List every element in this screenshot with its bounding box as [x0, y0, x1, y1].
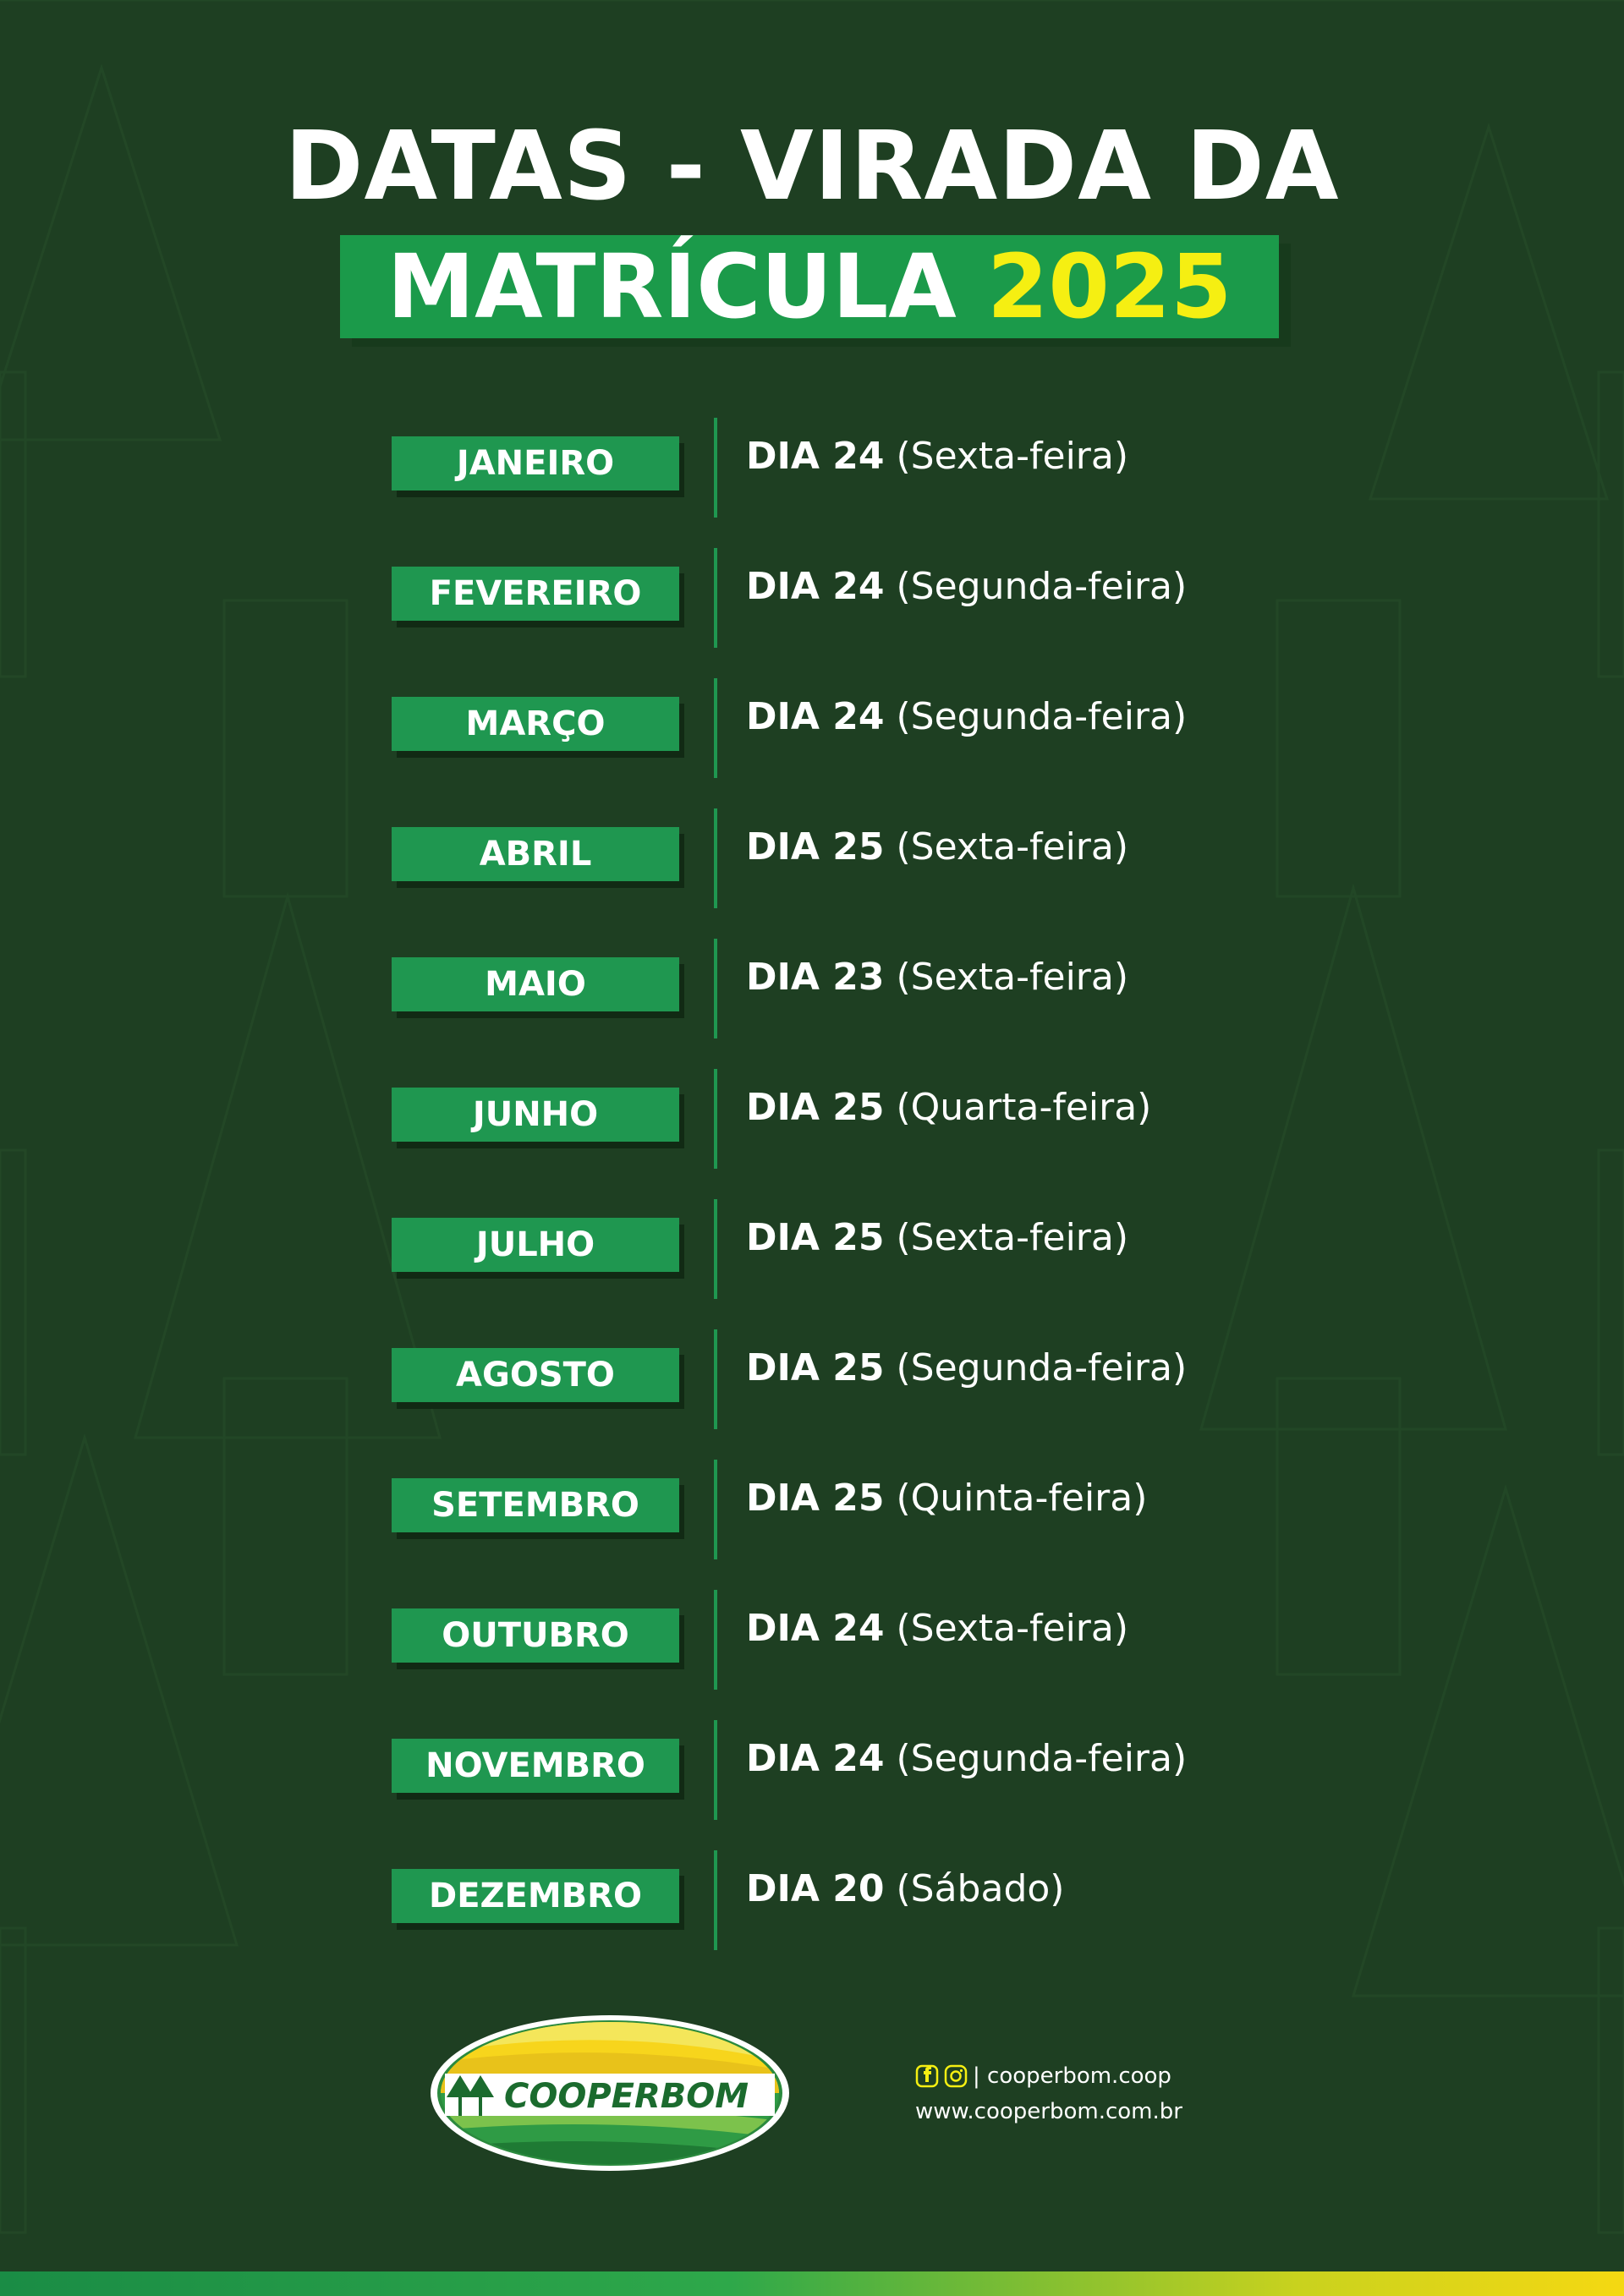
weekday: (Segunda-feira)	[896, 1737, 1188, 1780]
date-text	[746, 1734, 1187, 1784]
date-text	[746, 1473, 1147, 1524]
month-label: DEZEMBRO	[392, 1869, 679, 1923]
weekday: (Quarta-feira)	[896, 1086, 1152, 1129]
weekday: (Sexta-feira)	[896, 435, 1129, 478]
row-divider	[714, 548, 717, 648]
day-number: DIA 25	[746, 1216, 885, 1259]
row-divider	[714, 1720, 717, 1820]
day-number: DIA 25	[746, 1086, 885, 1129]
row-divider	[714, 808, 717, 908]
logo-text: COOPERBOM	[504, 2077, 749, 2116]
schedule-row	[0, 1329, 1624, 1431]
website-link[interactable]: www.cooperbom.com.br	[915, 2099, 1182, 2124]
month-label: NOVEMBRO	[392, 1739, 679, 1793]
month-label: JANEIRO	[392, 436, 679, 490]
month-label: OUTUBRO	[392, 1608, 679, 1663]
date-text	[746, 1213, 1128, 1263]
month-label: JULHO	[392, 1218, 679, 1272]
schedule-row	[0, 418, 1624, 519]
weekday: (Segunda-feira)	[896, 1346, 1188, 1389]
weekday: (Sábado)	[896, 1867, 1065, 1910]
date-text	[746, 822, 1128, 873]
month-label: MAIO	[392, 957, 679, 1011]
cooperbom-logo	[428, 2013, 792, 2173]
date-text	[746, 1343, 1187, 1394]
day-number: DIA 24	[746, 435, 885, 478]
title-matricula: MATRÍCULA	[387, 235, 957, 338]
day-number: DIA 24	[746, 1737, 885, 1780]
page-title-line2	[340, 235, 1279, 338]
social-handle[interactable]: | cooperbom.coop	[973, 2063, 1171, 2089]
weekday: (Sexta-feira)	[896, 825, 1129, 869]
row-divider	[714, 1460, 717, 1559]
title-year: 2025	[986, 235, 1232, 338]
row-divider	[714, 1199, 717, 1299]
month-label: JUNHO	[392, 1088, 679, 1142]
day-number: DIA 23	[746, 956, 885, 999]
day-number: DIA 25	[746, 825, 885, 869]
weekday: (Quinta-feira)	[896, 1477, 1148, 1520]
date-text	[746, 431, 1128, 482]
row-divider	[714, 1069, 717, 1169]
weekday: (Segunda-feira)	[896, 695, 1188, 738]
date-text	[746, 1082, 1151, 1133]
date-text	[746, 692, 1187, 743]
row-divider	[714, 1329, 717, 1429]
day-number: DIA 25	[746, 1346, 885, 1389]
day-number: DIA 20	[746, 1867, 885, 1910]
month-label: ABRIL	[392, 827, 679, 881]
schedule-row	[0, 548, 1624, 649]
contact-info	[915, 2058, 1182, 2129]
day-number: DIA 24	[746, 565, 885, 608]
schedule-row	[0, 1460, 1624, 1561]
schedule-row	[0, 808, 1624, 910]
month-label: MARÇO	[392, 697, 679, 751]
weekday: (Segunda-feira)	[896, 565, 1188, 608]
instagram-icon[interactable]	[944, 2064, 968, 2088]
facebook-icon[interactable]	[915, 2064, 939, 2088]
row-divider	[714, 678, 717, 778]
bottom-gradient-bar	[0, 2271, 1624, 2296]
weekday: (Sexta-feira)	[896, 1607, 1129, 1650]
schedule-row	[0, 1590, 1624, 1691]
row-divider	[714, 939, 717, 1038]
schedule-row	[0, 1069, 1624, 1170]
schedule-row	[0, 939, 1624, 1040]
day-number: DIA 24	[746, 695, 885, 738]
day-number: DIA 25	[746, 1477, 885, 1520]
row-divider	[714, 1590, 717, 1690]
date-text	[746, 1864, 1064, 1915]
month-label: FEVEREIRO	[392, 567, 679, 621]
month-label: SETEMBRO	[392, 1478, 679, 1532]
row-divider	[714, 1850, 717, 1950]
schedule-row	[0, 1720, 1624, 1822]
date-text	[746, 952, 1128, 1003]
social-line	[915, 2058, 1182, 2094]
day-number: DIA 24	[746, 1607, 885, 1650]
month-label: AGOSTO	[392, 1348, 679, 1402]
schedule-row	[0, 1199, 1624, 1301]
date-text	[746, 562, 1187, 612]
weekday: (Sexta-feira)	[896, 1216, 1129, 1259]
page-title-line1: DATAS - VIRADA DA	[284, 112, 1340, 222]
schedule-row	[0, 1850, 1624, 1952]
date-text	[746, 1603, 1128, 1654]
weekday: (Sexta-feira)	[896, 956, 1129, 999]
row-divider	[714, 418, 717, 518]
schedule-row	[0, 678, 1624, 780]
